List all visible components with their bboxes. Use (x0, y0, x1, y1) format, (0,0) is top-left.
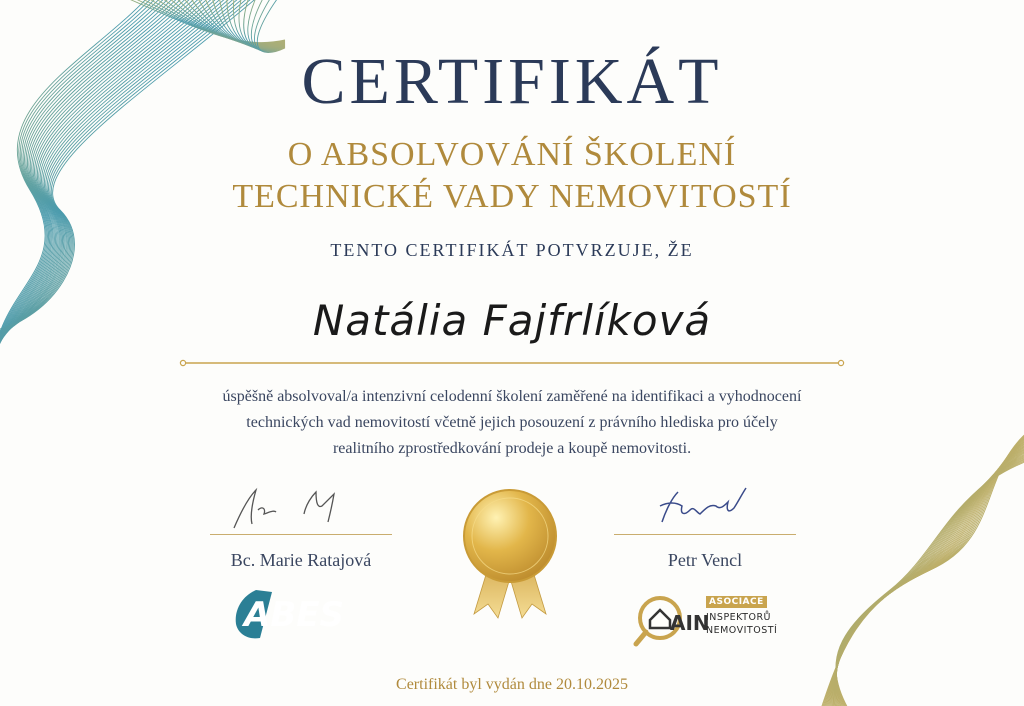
right-signatory-name: Petr Vencl (667, 550, 743, 570)
ain-line-2: NEMOVITOSTÍ (706, 625, 778, 636)
recipient-name: Natália Fajfrlíková (312, 296, 712, 345)
left-signatory-name: Bc. Marie Ratajová (230, 550, 372, 570)
issue-date: Certifikát byl vydán dne 20.10.2025 (396, 676, 628, 693)
abes-logo-text: ABES (244, 595, 344, 635)
ain-line-1: INSPEKTORŮ (706, 612, 771, 623)
left-signature-icon (226, 484, 366, 534)
right-signature-icon (650, 484, 760, 530)
body-line-3: realitního zprostředkování prodeje a koupě nemovitosti. (332, 440, 692, 457)
ain-badge: ASOCIACE (706, 596, 767, 608)
certificate-subtitle-line2: TECHNICKÉ VADY NEMOVITOSTÍ (232, 178, 792, 215)
confirmation-text: TENTO CERTIFIKÁT POTVRZUJE, ŽE (330, 240, 694, 260)
house-magnifier-icon (634, 590, 710, 650)
certificate-title: CERTIFIKÁT (301, 45, 723, 118)
certificate-subtitle-line1: O ABSOLVOVÁNÍ ŠKOLENÍ (287, 136, 737, 173)
body-line-1: úspěšně absolvoval/a intenzivní celodenní školení zaměřené na identifikaci a vyhodnocení (222, 388, 802, 405)
gold-medal-icon (458, 488, 562, 622)
ain-mark: AIN (670, 611, 710, 635)
ain-logo (634, 590, 794, 652)
left-signature-line (210, 534, 392, 535)
certificate-body-text (130, 384, 894, 462)
body-line-2: technických vad nemovitostí včetně jejich posouzení z právního hlediska pro účely (246, 414, 778, 431)
abes-logo (232, 588, 368, 640)
name-underline (180, 360, 844, 366)
right-signature-line (614, 534, 796, 535)
